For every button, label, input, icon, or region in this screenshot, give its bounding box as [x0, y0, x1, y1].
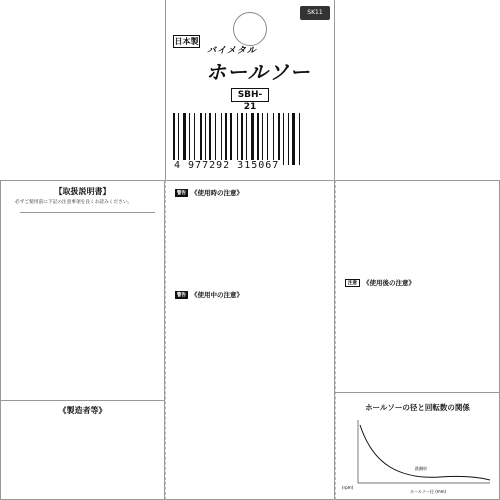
- hang-hole: [233, 12, 267, 46]
- model-number: SBH-21: [231, 88, 269, 102]
- barcode-bar: [260, 113, 261, 165]
- brand-logo: SK11: [300, 6, 330, 20]
- barcode-bar: [267, 113, 268, 165]
- barcode-bar: [223, 113, 224, 165]
- manual-body: [20, 212, 155, 392]
- barcode-bar: [176, 113, 177, 165]
- divider: [335, 392, 500, 393]
- barcode-bar: [203, 113, 204, 165]
- warning-header-3: [345, 278, 415, 287]
- barcode-bar: [257, 113, 259, 165]
- barcode-bar: [230, 113, 232, 165]
- chart-series-label: 鉄鋼材: [415, 466, 427, 471]
- divider: [0, 400, 165, 401]
- barcode-bar: [241, 113, 243, 165]
- barcode-bar: [173, 113, 175, 165]
- manual-title: 【取扱説明書】: [54, 187, 111, 196]
- barcode: [173, 113, 318, 165]
- barcode-bar: [178, 113, 179, 165]
- barcode-bar: [207, 113, 208, 165]
- chart-ylabel: (rpm): [342, 485, 354, 490]
- usage-panel: [165, 180, 335, 500]
- barcode-bar: [221, 113, 222, 165]
- barcode-bar: [262, 113, 263, 165]
- barcode-bar: [299, 113, 300, 165]
- barcode-bar: [209, 113, 211, 165]
- caution-title: 《使用後の注意》: [363, 279, 415, 287]
- barcode-bar: [194, 113, 195, 165]
- warning-title: 《使用中の注意》: [191, 291, 243, 299]
- barcode-bar: [180, 113, 182, 165]
- barcode-bar: [205, 113, 206, 165]
- chart-xlabel: ホールソー径 (mm): [410, 489, 447, 494]
- barcode-bar: [237, 113, 238, 165]
- barcode-bar: [301, 113, 303, 165]
- barcode-bar: [228, 113, 229, 165]
- barcode-bar: [288, 113, 289, 165]
- barcode-bar: [292, 113, 295, 165]
- barcode-bar: [278, 113, 280, 165]
- maker-title: 《製造者等》: [58, 406, 107, 415]
- barcode-bar: [269, 113, 272, 165]
- warning-header-1: [175, 188, 243, 197]
- barcode-number: 4 977292 315067: [174, 160, 280, 171]
- barcode-bar: [246, 113, 247, 165]
- barcode-bar: [215, 113, 216, 165]
- barcode-bar: [273, 113, 274, 165]
- barcode-bar: [296, 113, 298, 165]
- barcode-bar: [281, 113, 282, 165]
- warning-header-2: [175, 290, 243, 299]
- barcode-bar: [251, 113, 254, 165]
- warning-title: 《使用時の注意》: [191, 189, 243, 197]
- barcode-bar: [191, 113, 193, 165]
- barcode-bar: [183, 113, 186, 165]
- barcode-bar: [196, 113, 199, 165]
- barcode-bar: [239, 113, 240, 165]
- barcode-bar: [217, 113, 220, 165]
- barcode-bar: [255, 113, 256, 165]
- warning-tag: 警告: [177, 190, 186, 196]
- barcode-bar: [225, 113, 227, 165]
- barcode-bar: [275, 113, 277, 165]
- barcode-bar: [248, 113, 250, 165]
- product-title: ホールソー: [206, 60, 311, 84]
- manual-intro: 必ずご使用前に下記の注意事項を良くお読みください。: [15, 200, 133, 205]
- origin-badge: 日本製: [174, 37, 199, 46]
- barcode-bar: [212, 113, 214, 165]
- caution-tag: 注意: [345, 279, 360, 287]
- barcode-bar: [290, 113, 291, 165]
- chart-title: ホールソーの径と回転数の関係: [365, 403, 470, 412]
- barcode-bar: [283, 113, 284, 165]
- barcode-bar: [200, 113, 202, 165]
- barcode-bar: [233, 113, 236, 165]
- barcode-bar: [244, 113, 245, 165]
- rpm-chart: [340, 415, 495, 495]
- barcode-bar: [189, 113, 190, 165]
- barcode-bar: [285, 113, 287, 165]
- warning-tag: 警告: [177, 292, 186, 298]
- barcode-bar: [187, 113, 188, 165]
- barcode-bar: [264, 113, 266, 165]
- product-subtitle: バイメタル: [207, 46, 257, 56]
